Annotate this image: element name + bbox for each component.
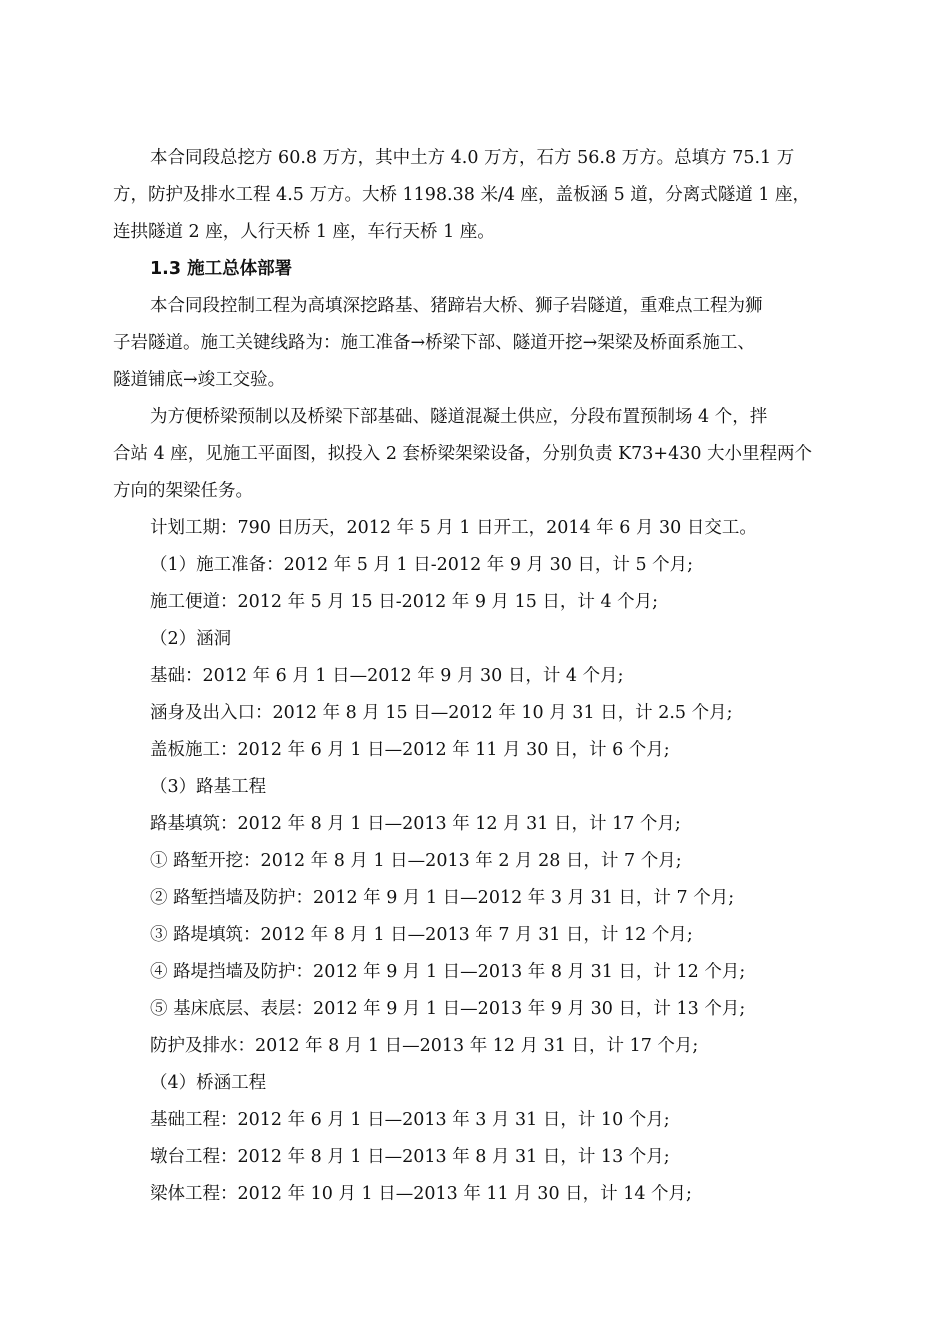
- paragraph-control-line-3: 隧道铺底→竣工交验。: [113, 370, 286, 390]
- schedule-item-line: 路基填筑：2012 年 8 月 1 日—2013 年 12 月 31 日，计 17 个月;: [150, 814, 681, 834]
- paragraph-layout-line-3: 方向的架梁任务。: [113, 481, 253, 501]
- paragraph-summary-line-2: 方，防护及排水工程 4.5 万方。大桥 1198.38 米/4 座，盖板涵 5 道，分离式隧道 1 座，: [113, 185, 811, 205]
- schedule-item-line: ② 路堑挡墙及防护：2012 年 9 月 1 日—2012 年 3 月 31 日，计 7 个月;: [150, 888, 735, 908]
- schedule-subheading: （3）路基工程: [150, 777, 267, 797]
- schedule-item-line: 涵身及出入口：2012 年 8 月 15 日—2012 年 10 月 31 日，计 2.5 个月;: [150, 703, 733, 723]
- schedule-total-line: 计划工期：790 日历天，2012 年 5 月 1 日开工，2014 年 6 月 30 日交工。: [150, 518, 757, 538]
- schedule-item-line: 施工便道：2012 年 5 月 15 日-2012 年 9 月 15 日，计 4 个月;: [150, 592, 659, 612]
- paragraph-control-line-2: 子岩隧道。施工关键线路为：施工准备→桥梁下部、隧道开挖→架梁及桥面系施工、: [113, 333, 755, 353]
- schedule-item-line: （1）施工准备：2012 年 5 月 1 日-2012 年 9 月 30 日，计 5 个月;: [150, 555, 694, 575]
- schedule-item-line: ① 路堑开挖：2012 年 8 月 1 日—2013 年 2 月 28 日，计 7 个月;: [150, 851, 682, 871]
- schedule-item-line: ③ 路堤填筑：2012 年 8 月 1 日—2013 年 7 月 31 日，计 12 个月;: [150, 925, 693, 945]
- section-heading: 1.3 施工总体部署: [150, 259, 293, 279]
- schedule-item-line: ④ 路堤挡墙及防护：2012 年 9 月 1 日—2013 年 8 月 31 日，计 12 个月;: [150, 962, 746, 982]
- paragraph-summary-line-1: 本合同段总挖方 60.8 万方，其中土方 4.0 万方，石方 56.8 万方。总填方 75.1 万: [150, 148, 795, 168]
- schedule-subheading: （4）桥涵工程: [150, 1073, 267, 1093]
- schedule-item-line: 盖板施工：2012 年 6 月 1 日—2012 年 11 月 30 日，计 6 个月;: [150, 740, 670, 760]
- paragraph-layout-line-1: 为方便桥梁预制以及桥梁下部基础、隧道混凝土供应，分段布置预制场 4 个，拌: [150, 407, 768, 427]
- schedule-item-line: 梁体工程：2012 年 10 月 1 日—2013 年 11 月 30 日，计 14 个月;: [150, 1184, 692, 1204]
- schedule-item-line: 墩台工程：2012 年 8 月 1 日—2013 年 8 月 31 日，计 13 个月;: [150, 1147, 670, 1167]
- paragraph-control-line-1: 本合同段控制工程为高填深挖路基、猪蹄岩大桥、狮子岩隧道，重难点工程为狮: [150, 296, 763, 316]
- schedule-subheading: （2）涵洞: [150, 629, 232, 649]
- paragraph-layout-line-2: 合站 4 座，见施工平面图，拟投入 2 套桥梁架梁设备，分别负责 K73+430 大小里程两个: [113, 444, 813, 464]
- schedule-item-line: ⑤ 基床底层、表层：2012 年 9 月 1 日—2013 年 9 月 30 日，计 13 个月;: [150, 999, 746, 1019]
- schedule-item-line: 基础工程：2012 年 6 月 1 日—2013 年 3 月 31 日，计 10 个月;: [150, 1110, 670, 1130]
- schedule-item-line: 防护及排水：2012 年 8 月 1 日—2013 年 12 月 31 日，计 17 个月;: [150, 1036, 699, 1056]
- schedule-item-line: 基础：2012 年 6 月 1 日—2012 年 9 月 30 日，计 4 个月;: [150, 666, 624, 686]
- paragraph-summary-line-3: 连拱隧道 2 座，人行天桥 1 座，车行天桥 1 座。: [113, 222, 495, 242]
